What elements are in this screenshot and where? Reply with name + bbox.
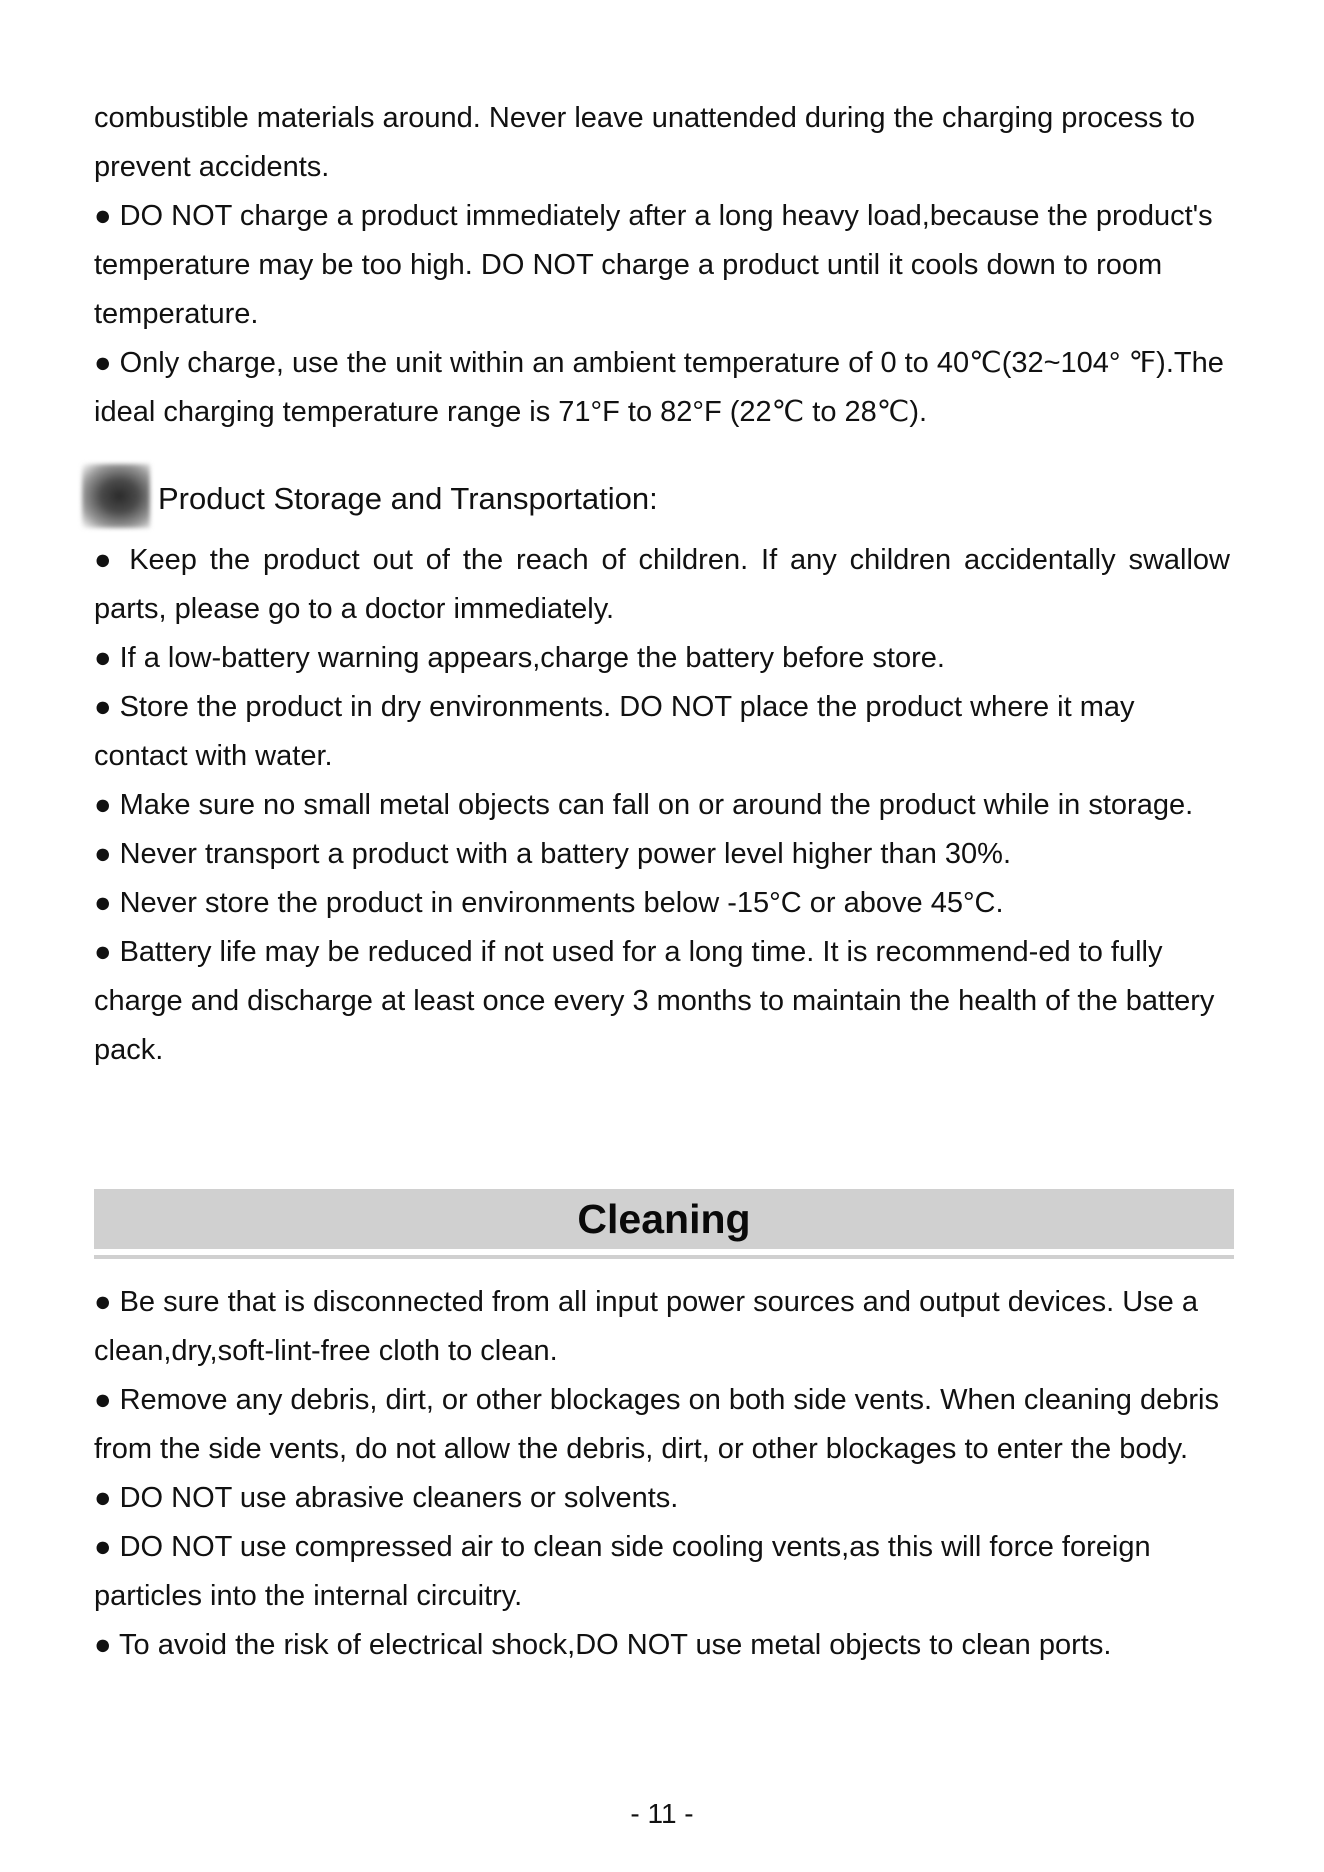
heading-marker-icon: [82, 464, 150, 528]
storage-items: [94, 536, 1230, 1075]
cleaning-items: [94, 1278, 1230, 1670]
storage-item-transport: ● Never transport a product with a battery power level higher than 30%.: [94, 838, 1011, 870]
cleaning-item-debris: ● Remove any debris, dirt, or other blockages on both side vents. When cleaning debris from the side vents, do not allow the debris, dirt, or other blockages to enter the body.: [94, 1384, 1219, 1465]
cleaning-item-abrasive: ● DO NOT use abrasive cleaners or solvents.: [94, 1482, 679, 1514]
storage-item-dry: ● Store the product in dry environments. DO NOT place the product where it may contact with water.: [94, 691, 1135, 772]
paragraph-combustible: combustible materials around. Never leave unattended during the charging process to prevent accidents.: [94, 102, 1196, 183]
storage-item-children: ● Keep the product out of the reach of children. If any children accidentally swallow parts, please go to a doctor immediately.: [94, 544, 1230, 625]
storage-item-low-battery: ● If a low-battery warning appears,charge the battery before store.: [94, 642, 945, 674]
cleaning-item-compressed-air: ● DO NOT use compressed air to clean side cooling vents,as this will force foreign particles into the internal circuitry.: [94, 1531, 1151, 1612]
cleaning-title: Cleaning: [577, 1195, 751, 1242]
storage-item-temperature: ● Never store the product in environments below -15°C or above 45°C.: [94, 887, 1004, 919]
cleaning-banner: [94, 1189, 1234, 1249]
cleaning-banner-rule: [94, 1255, 1234, 1259]
cleaning-item-disconnect: ● Be sure that is disconnected from all input power sources and output devices. Use a clean,dry,soft-lint-free cloth to clean.: [94, 1286, 1198, 1367]
paragraph-ambient-temperature: ● Only charge, use the unit within an ambient temperature of 0 to 40℃(32~104° ℉).The ideal charging temperature range is 71°F to 82°F (22℃ to 28℃).: [94, 347, 1224, 428]
cleaning-item-electrical-shock: ● To avoid the risk of electrical shock,DO NOT use metal objects to clean ports.: [94, 1629, 1112, 1661]
charging-notes: [94, 94, 1230, 437]
storage-heading-text: Product Storage and Transportation:: [158, 481, 658, 516]
storage-item-metal-objects: ● Make sure no small metal objects can fall on or around the product while in storage.: [94, 789, 1194, 821]
storage-section-heading: [82, 464, 658, 528]
storage-item-battery-life: ● Battery life may be reduced if not used for a long time. It is recommend-ed to fully charge and discharge at least once every 3 months to maintain the health of the battery pack.: [94, 936, 1215, 1066]
page-number: - 11 -: [630, 1798, 694, 1829]
paragraph-heavy-load: ● DO NOT charge a product immediately after a long heavy load,because the product's temperature may be too high. DO NOT charge a product until it cools down to room temperature.: [94, 200, 1213, 330]
